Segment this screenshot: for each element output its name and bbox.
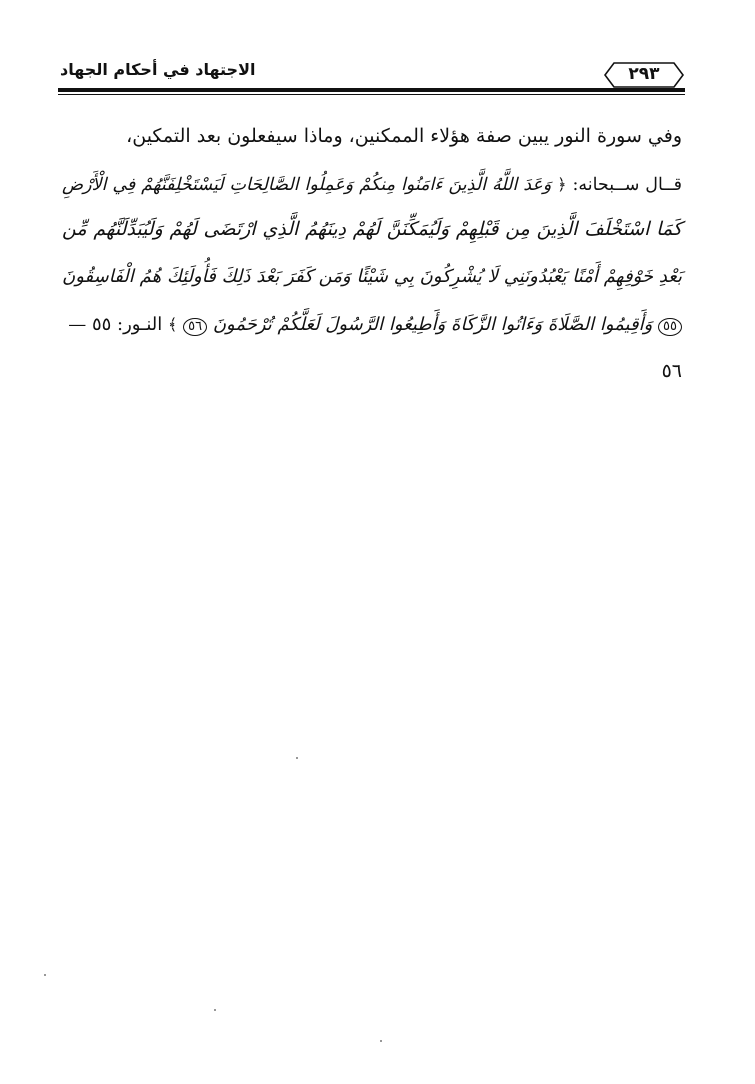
scan-speck [214, 1009, 216, 1011]
intro-line: وفي سورة النور يبين صفة هؤلاء الممكنين، وماذا سيفعلون بعد التمكين، [126, 125, 682, 147]
scan-speck [296, 757, 298, 759]
header-rule-thick [58, 88, 685, 92]
header-rule-thin [58, 94, 685, 95]
page-number-badge [604, 61, 684, 89]
verse-line-4 [62, 311, 682, 339]
quran-open-ornament: ﴿ [557, 175, 567, 194]
verse-56: وَأَقِيمُوا الصَّلَاةَ وَءَاتُوا الزَّكَاةَ وَأَطِيعُوا الرَّسُولَ لَعَلَّكُمْ تُرْحَمُونَ [212, 314, 653, 335]
verse-55-part-1: وَعَدَ اللَّهُ الَّذِينَ ءَامَنُوا مِنكُمْ وَعَمِلُوا الصَّالِحَاتِ لَيَسْتَخْلِفَنَّهُمْ فِي الْأَرْضِ [62, 175, 552, 195]
verse-line-3: بَعْدِ خَوْفِهِمْ أَمْنًا يَعْبُدُونَنِي لَا يُشْرِكُونَ بِي شَيْئًا وَمَن كَفَرَ بَعْدَ ذَلِكَ فَأُولَئِكَ هُمُ الْفَاسِقُونَ [62, 266, 682, 287]
qala-text: قــال ســبحانه: [572, 175, 682, 195]
scan-speck [380, 1040, 382, 1042]
ayah-number-56: ٥٦ [183, 318, 207, 336]
page-number: ٢٩٣ [628, 64, 660, 84]
scan-speck [44, 974, 46, 976]
ayah-number-55: ٥٥ [658, 318, 682, 336]
verse-line-1 [62, 171, 682, 199]
surah-reference: النـور: ٥٥ — [68, 314, 163, 335]
reference-continuation: ٥٦ [661, 360, 682, 382]
quran-close-ornament: ﴾ [168, 315, 178, 334]
book-title: الاجتهاد في أحكام الجهاد [60, 60, 256, 79]
verse-line-2: كَمَا اسْتَخْلَفَ الَّذِينَ مِن قَبْلِهِمْ وَلَيُمَكِّنَنَّ لَهُمْ دِينَهُمُ الَّذِي ارْتَضَى لَهُمْ وَلَيُبَدِّلَنَّهُم مِّن [62, 218, 682, 240]
